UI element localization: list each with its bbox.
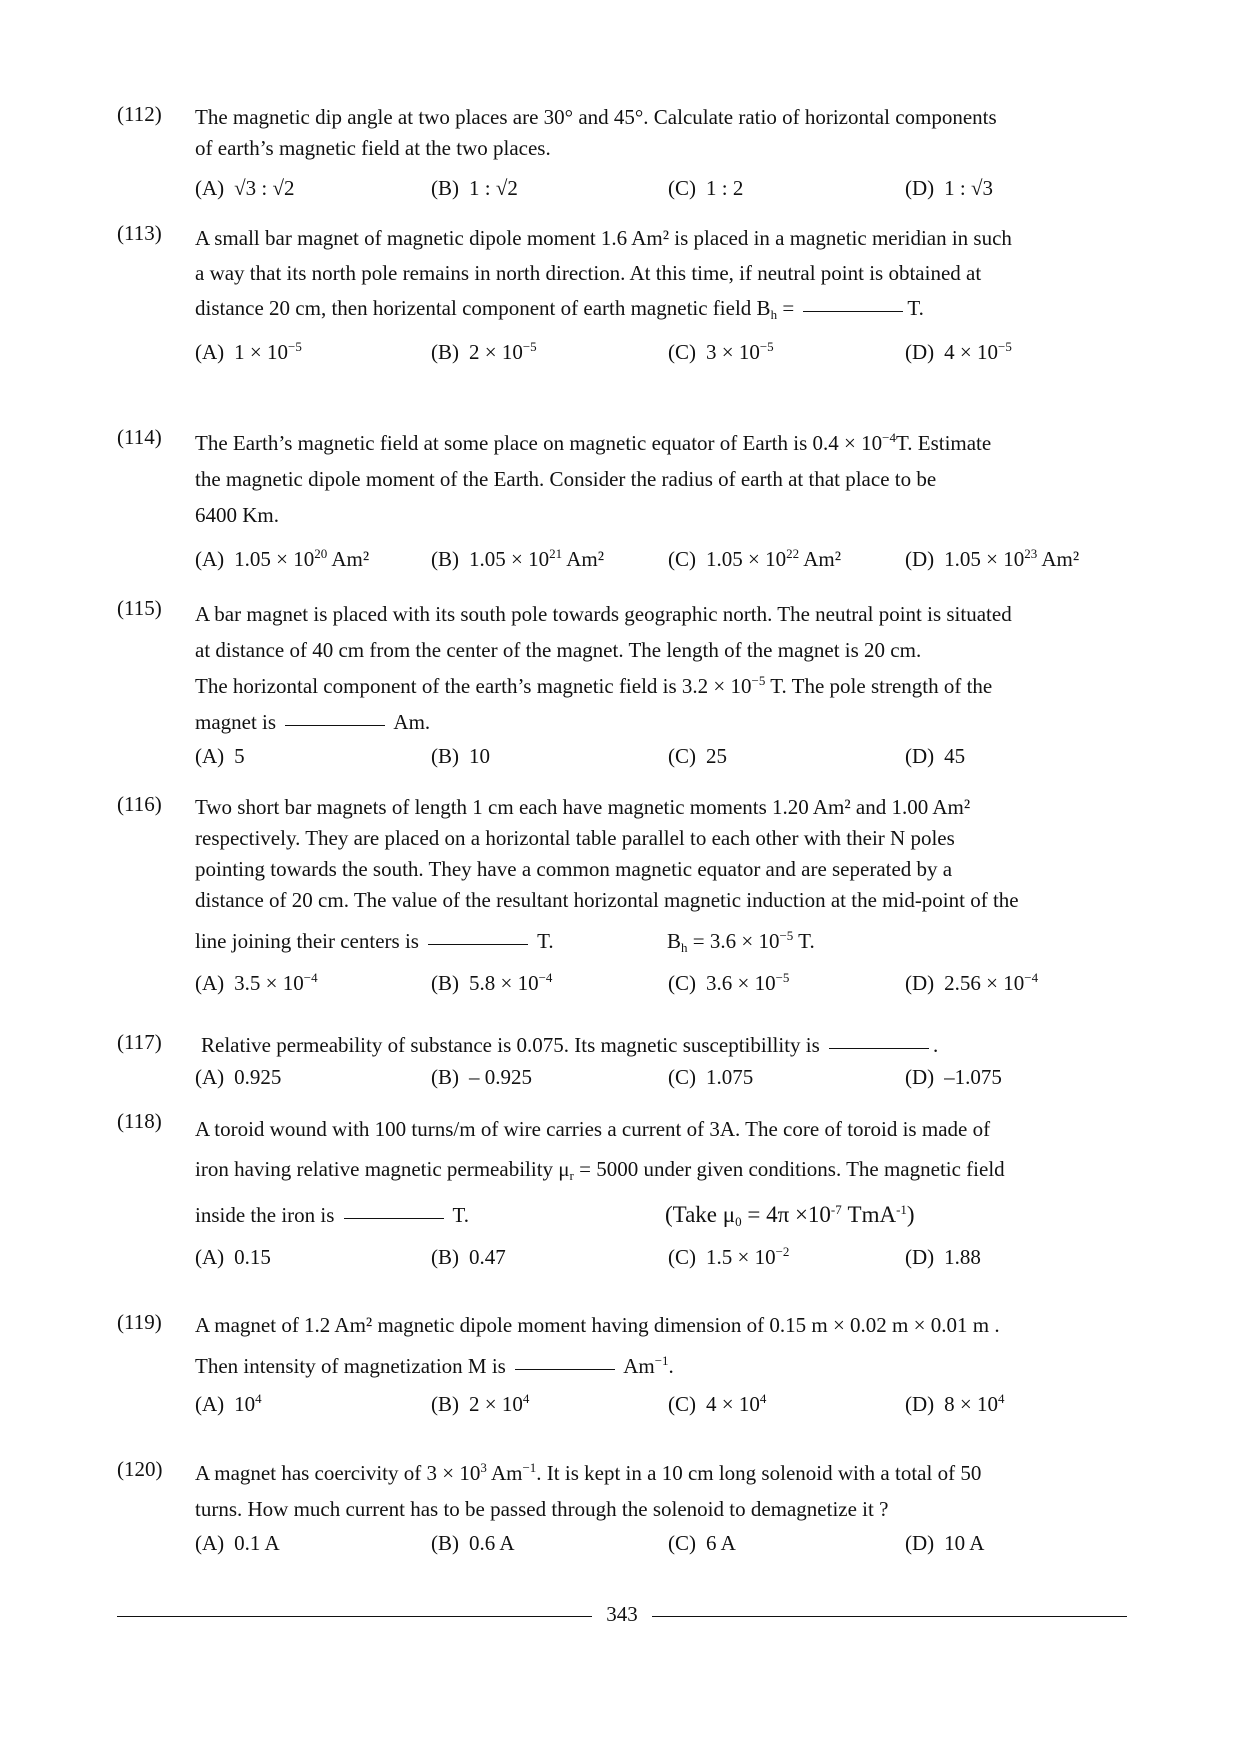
question-number: (112): [117, 102, 162, 126]
option-b[interactable]: (B) 0.47: [431, 1245, 506, 1269]
option-b[interactable]: (B) $5.8 \times 10^{-4}$: [431, 970, 553, 995]
options: [195, 1531, 1127, 1561]
options: [195, 1392, 1127, 1422]
question-line: turns. How much current has to be passed through the solenoid to demagnetize it ?: [195, 1497, 889, 1521]
question-text: [195, 1457, 1127, 1529]
option-b[interactable]: (B) 1 : √2: [431, 176, 518, 200]
option-b[interactable]: (B) $1.05 \times 10^{21}$ Am²: [431, 546, 604, 571]
options: [195, 1065, 1127, 1095]
option-a[interactable]: (A) $1 \times 10^{-5}$: [195, 339, 302, 364]
option-d[interactable]: (D) $8 \times 10^4$: [905, 1391, 1005, 1416]
question-line: A bar magnet is placed with its south pole towards geographic north. The neutral point is situated: [195, 602, 1012, 626]
given-value: $B_h = 3.6 \times 10^{-5}$ T.: [667, 928, 815, 955]
option-a[interactable]: (A) $10^4$: [195, 1391, 262, 1416]
question-line: The Earth’s magnetic field at some place on magnetic equator of Earth is $0.4 \times 10^{-4}T$. Estimate: [195, 430, 992, 455]
question-line: Relative permeability of substance is 0.075. Its magnetic susceptibillity is .: [201, 1033, 939, 1057]
option-b[interactable]: (B) 10: [431, 744, 490, 768]
option-a[interactable]: (A) $3.5 \times 10^{-4}$: [195, 970, 318, 995]
footer-rule-right: [652, 1616, 1127, 1617]
options: [195, 1245, 1127, 1275]
question-number: (115): [117, 596, 162, 620]
question-number: (118): [117, 1109, 162, 1133]
question-text: [195, 221, 1127, 326]
question-118: [117, 1109, 1127, 1275]
option-a[interactable]: (A) 0.925: [195, 1065, 282, 1089]
answer-blank[interactable]: [803, 311, 903, 312]
question-line: 6400 Km.: [195, 503, 279, 527]
option-a[interactable]: (A) $1.05 \times 10^{20}$ Am²: [195, 546, 370, 571]
option-d[interactable]: (D) 1.88: [905, 1245, 981, 1269]
question-line: distance 20 cm, then horizental component of earth magnetic field $B_h = T$.: [195, 296, 924, 322]
options: [195, 547, 1127, 577]
options: [195, 971, 1127, 1001]
option-d[interactable]: (D) $2.56 \times 10^{-4}$: [905, 970, 1039, 995]
option-c[interactable]: (C) $1.5 \times 10^{-2}$: [668, 1244, 790, 1269]
question-line: of earth’s magnetic field at the two places.: [195, 136, 551, 160]
option-d[interactable]: (D) –1.075: [905, 1065, 1002, 1089]
question-line: magnet is Am.: [195, 710, 431, 734]
option-c[interactable]: (C) 6 A: [668, 1531, 736, 1555]
question-line: Two short bar magnets of length 1 cm each have magnetic moments 1.20 Am² and 1.00 Am²: [195, 795, 971, 819]
question-line: inside the iron is T. (Take $\mu_0 = 4\pi \times 10^{-7}$ TmA$^{-1}$): [195, 1195, 1127, 1235]
question-112: [117, 102, 1127, 206]
footer-rule-left: [117, 1616, 592, 1617]
option-c[interactable]: (C) $3.6 \times 10^{-5}$: [668, 970, 790, 995]
option-d[interactable]: (D) $1.05 \times 10^{23}$ Am²: [905, 546, 1080, 571]
question-119: [117, 1310, 1127, 1422]
question-line: distance of 20 cm. The value of the resultant horizontal magnetic induction at the mid-point of the: [195, 888, 1019, 912]
question-text: [195, 1030, 1133, 1061]
answer-blank[interactable]: [344, 1218, 444, 1219]
question-116: [117, 792, 1127, 1001]
options: [195, 744, 1127, 774]
question-113: [117, 221, 1127, 370]
question-text: [195, 1109, 1127, 1235]
question-number: (113): [117, 221, 162, 245]
given-constant: (Take $\mu_0 = 4\pi \times 10^{-7}$ TmA$^{-1}$): [665, 1202, 915, 1229]
answer-blank[interactable]: [285, 725, 385, 726]
question-line: A magnet of 1.2 Am² magnetic dipole moment having dimension of 0.15 m × 0.02 m × 0.01 m .: [195, 1313, 1000, 1337]
question-115: [117, 596, 1127, 774]
question-number: (116): [117, 792, 162, 816]
question-line: A magnet has coercivity of $3 \times 10^3$ $Am^{-1}$. It is kept in a 10 cm long solenoid with a total of 50: [195, 1460, 982, 1485]
page-footer: [117, 1602, 1127, 1632]
question-line: Then intensity of magnetization M is $Am^{-1}$.: [195, 1353, 674, 1378]
answer-blank[interactable]: [428, 944, 528, 945]
question-line: a way that its north pole remains in north direction. At this time, if neutral point is obtained at: [195, 261, 982, 285]
question-line: A small bar magnet of magnetic dipole moment 1.6 Am² is placed in a magnetic meridian in such: [195, 226, 1012, 250]
answer-blank[interactable]: [515, 1369, 615, 1370]
option-d[interactable]: (D) 1 : √3: [905, 176, 994, 200]
option-c[interactable]: (C) 25: [668, 744, 727, 768]
answer-blank[interactable]: [829, 1048, 929, 1049]
option-c[interactable]: (C) $4 \times 10^4$: [668, 1391, 767, 1416]
question-number: (117): [117, 1030, 162, 1054]
question-114: [117, 425, 1127, 577]
option-a[interactable]: (A) 0.1 A: [195, 1531, 280, 1555]
option-d[interactable]: (D) $4 \times 10^{-5}$: [905, 339, 1012, 364]
question-number: (119): [117, 1310, 162, 1334]
question-line: respectively. They are placed on a horizontal table parallel to each other with their N poles: [195, 826, 955, 850]
option-c[interactable]: (C) $1.05 \times 10^{22}$ Am²: [668, 546, 841, 571]
option-b[interactable]: (B) $2 \times 10^{-5}$: [431, 339, 537, 364]
question-line: line joining their centers is T. $B_h = 3.6 \times 10^{-5}$ T.: [195, 928, 815, 955]
question-text: [195, 792, 1127, 957]
option-c[interactable]: (C) 1.075: [668, 1065, 754, 1089]
question-line: pointing towards the south. They have a common magnetic equator and are seperated by a: [195, 857, 953, 881]
option-a[interactable]: (A) 0.15: [195, 1245, 271, 1269]
option-d[interactable]: (D) 45: [905, 744, 966, 768]
question-line: the magnetic dipole moment of the Earth. Consider the radius of earth at that place to be: [195, 467, 937, 491]
option-c[interactable]: (C) $3 \times 10^{-5}$: [668, 339, 774, 364]
options: [195, 340, 1127, 370]
page-number: 343: [606, 1602, 638, 1626]
option-c[interactable]: (C) 1 : 2: [668, 176, 744, 200]
question-line: at distance of 40 cm from the center of the magnet. The length of the magnet is 20 cm.: [195, 638, 922, 662]
question-text: [195, 596, 1127, 740]
question-117: [117, 1030, 1127, 1095]
option-b[interactable]: (B) – 0.925: [431, 1065, 532, 1089]
question-number: (114): [117, 425, 162, 449]
option-a[interactable]: (A) √3 : √2: [195, 176, 295, 200]
option-a[interactable]: (A) 5: [195, 744, 245, 768]
option-b[interactable]: (B) $2 \times 10^4$: [431, 1391, 530, 1416]
question-line: The magnetic dip angle at two places are 30° and 45°. Calculate ratio of horizontal components: [195, 105, 997, 129]
question-number: (120): [117, 1457, 163, 1481]
options: [195, 176, 1127, 206]
question-text: [195, 425, 1127, 533]
question-text: [195, 102, 1127, 164]
question-120: [117, 1457, 1127, 1561]
option-b[interactable]: (B) 0.6 A: [431, 1531, 515, 1555]
question-line: The horizontal component of the earth’s magnetic field is $3.2 \times 10^{-5}$ T. The pole strength of the: [195, 673, 993, 698]
option-d[interactable]: (D) 10 A: [905, 1531, 985, 1555]
question-line: A toroid wound with 100 turns/m of wire carries a current of 3A. The core of toroid is made of: [195, 1117, 991, 1141]
question-line: iron having relative magnetic permeability $\mu_r = 5000$ under given conditions. The magnetic field: [195, 1157, 1005, 1183]
question-text: [195, 1310, 1127, 1386]
